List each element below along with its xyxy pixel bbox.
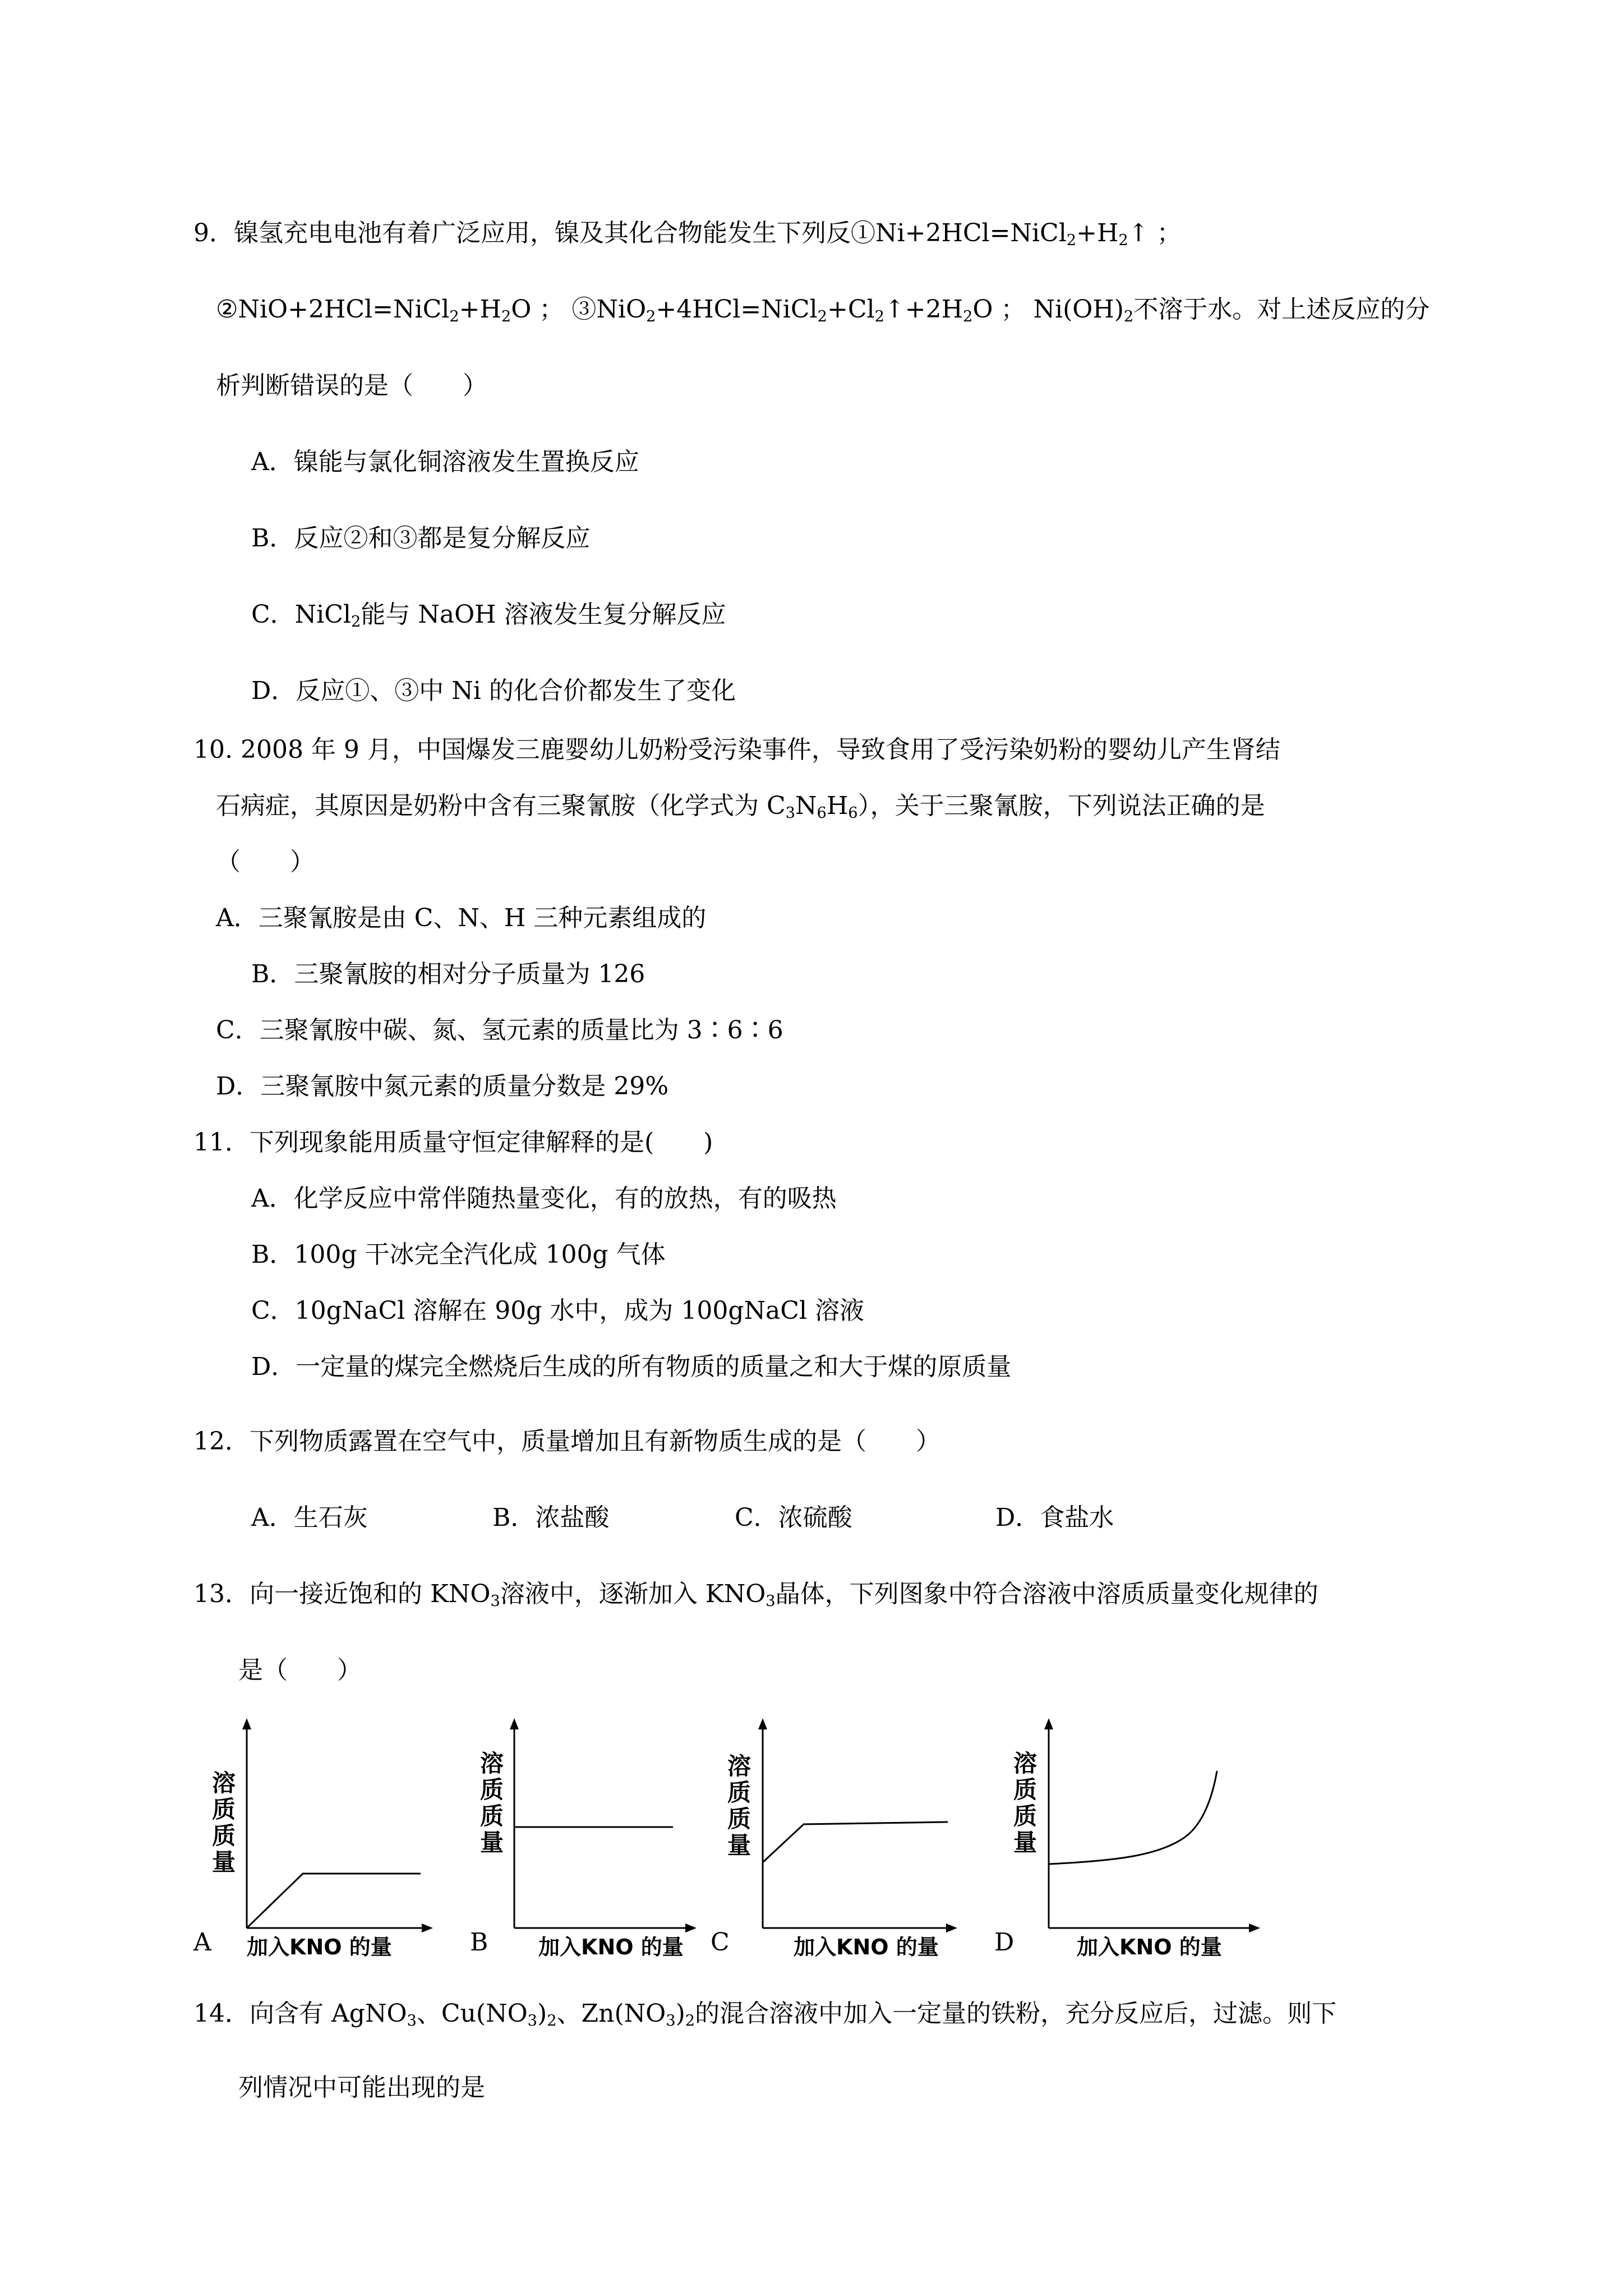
- graph-a-letter: A: [193, 1928, 211, 1957]
- q12-option-d: D．食盐水: [995, 1503, 1114, 1532]
- graph-d: [990, 1708, 1270, 1959]
- graph-b-xlabel: 加入KNO 的量: [538, 1935, 684, 1959]
- q13-line2: 是（ ）: [238, 1656, 362, 1685]
- q10-line2: 石病症，其原因是奶粉中含有三聚氰胺（化学式为 $C_3N_6H_6$），关于三聚氰胺，下列说法正确的是: [216, 792, 1265, 822]
- graph-a-x-arrow: [422, 1924, 433, 1932]
- graph-d-x-arrow: [1249, 1924, 1260, 1932]
- graph-b: [465, 1708, 707, 1959]
- q10-line1: 10. 2008 年 9 月，中国爆发三鹿婴幼儿奶粉受污染事件，导致食用了受污染奶粉的婴幼儿产生肾结: [193, 735, 1280, 764]
- graph-c-ylabel: 溶质质量: [727, 1752, 751, 1860]
- q12-option-b: B．浓盐酸: [492, 1503, 610, 1532]
- graph-a-xlabel: 加入KNO 的量: [247, 1935, 392, 1959]
- q10-option-b: B．三聚氰胺的相对分子质量为 126: [251, 960, 645, 988]
- graph-c-curve: [763, 1822, 948, 1862]
- graph-c-xlabel: 加入KNO 的量: [794, 1935, 939, 1959]
- q11-option-b: B．100g 干冰完全汽化成 100g 气体: [251, 1240, 666, 1269]
- graph-b-y-arrow: [510, 1718, 519, 1729]
- q10-option-c: C．三聚氰胺中碳、氮、氢元素的质量比为 3∶6∶6: [216, 1016, 783, 1045]
- graph-d-curve: [1049, 1771, 1217, 1864]
- q12-option-c: C．浓硫酸: [735, 1503, 852, 1532]
- q14-line2: 列情况中可能出现的是: [238, 2073, 485, 2102]
- q9-option-b: B．反应②和③都是复分解反应: [251, 524, 591, 553]
- q10-line3: （ ）: [216, 848, 315, 876]
- q12-stem: 12．下列物质露置在空气中，质量增加且有新物质生成的是（ ）: [193, 1427, 940, 1456]
- q9-option-d: D．反应①、③中 Ni 的化合价都发生了变化: [251, 677, 736, 705]
- graph-c-x-arrow: [946, 1924, 957, 1932]
- graph-d-ylabel: 溶质质量: [1013, 1750, 1037, 1857]
- q11-option-a: A．化学反应中常伴随热量变化，有的放热，有的吸热: [251, 1184, 837, 1213]
- q11-option-c: C．10gNaCl 溶解在 90g 水中，成为 100gNaCl 溶液: [251, 1296, 864, 1325]
- graph-d-y-arrow: [1044, 1718, 1053, 1729]
- q12-option-a: A．生石灰: [251, 1503, 368, 1532]
- q14-line1: 14．向含有 AgNO$_3$、$Cu(NO_3)_2$、$Zn(NO_3)_2$的混合溶液中加入一定量的铁粉，充分反应后，过滤。则下: [193, 1999, 1337, 2030]
- graph-b-ylabel: 溶质质量: [479, 1750, 504, 1857]
- graph-c: [709, 1708, 967, 1959]
- graph-a-ylabel: 溶质质量: [211, 1769, 236, 1876]
- graph-a-y-arrow: [242, 1718, 251, 1729]
- graph-a: [191, 1708, 460, 1959]
- q9-option-c: C．NiCl$_2$能与 NaOH 溶液发生复分解反应: [251, 600, 726, 631]
- graph-a-curve: [247, 1874, 421, 1928]
- q9-line3: 析判断错误的是（ ）: [216, 371, 487, 400]
- graph-d-letter: D: [994, 1928, 1015, 1957]
- q9-line2: $②NiO+2HCl=NiCl_2+H_2O$ ； $③NiO_2+4HCl=NiCl_2+Cl_2↑+2H_2O$ ； $Ni(OH)_2$不溶于水。对上述反应的分: [216, 295, 1430, 325]
- q11-option-d: D．一定量的煤完全燃烧后生成的所有物质的质量之和大于煤的原质量: [251, 1352, 1012, 1381]
- q10-option-d: D．三聚氰胺中氮元素的质量分数是 29%: [216, 1072, 669, 1101]
- q11-stem: 11．下列现象能用质量守恒定律解释的是( ): [193, 1128, 713, 1157]
- graph-b-x-arrow: [685, 1924, 697, 1932]
- graph-d-xlabel: 加入KNO 的量: [1077, 1935, 1222, 1959]
- q13-line1: 13．向一接近饱和的 $KNO_3$溶液中，逐渐加入 $KNO_3$晶体，下列图象中符合溶液中溶质质量变化规律的: [193, 1580, 1318, 1610]
- graph-b-letter: B: [470, 1928, 488, 1957]
- q9-option-a: A．镍能与氯化铜溶液发生置换反应: [251, 448, 639, 476]
- q9-line1: 9．镍氢充电电池有着广泛应用，镍及其化合物能发生下列反$①Ni+2HCl=NiCl_2+H_2↑$ ；: [193, 219, 1182, 249]
- q10-option-a: A．三聚氰胺是由 C、N、H 三种元素组成的: [216, 904, 707, 932]
- graph-c-y-arrow: [758, 1718, 767, 1729]
- graph-c-letter: C: [711, 1928, 730, 1957]
